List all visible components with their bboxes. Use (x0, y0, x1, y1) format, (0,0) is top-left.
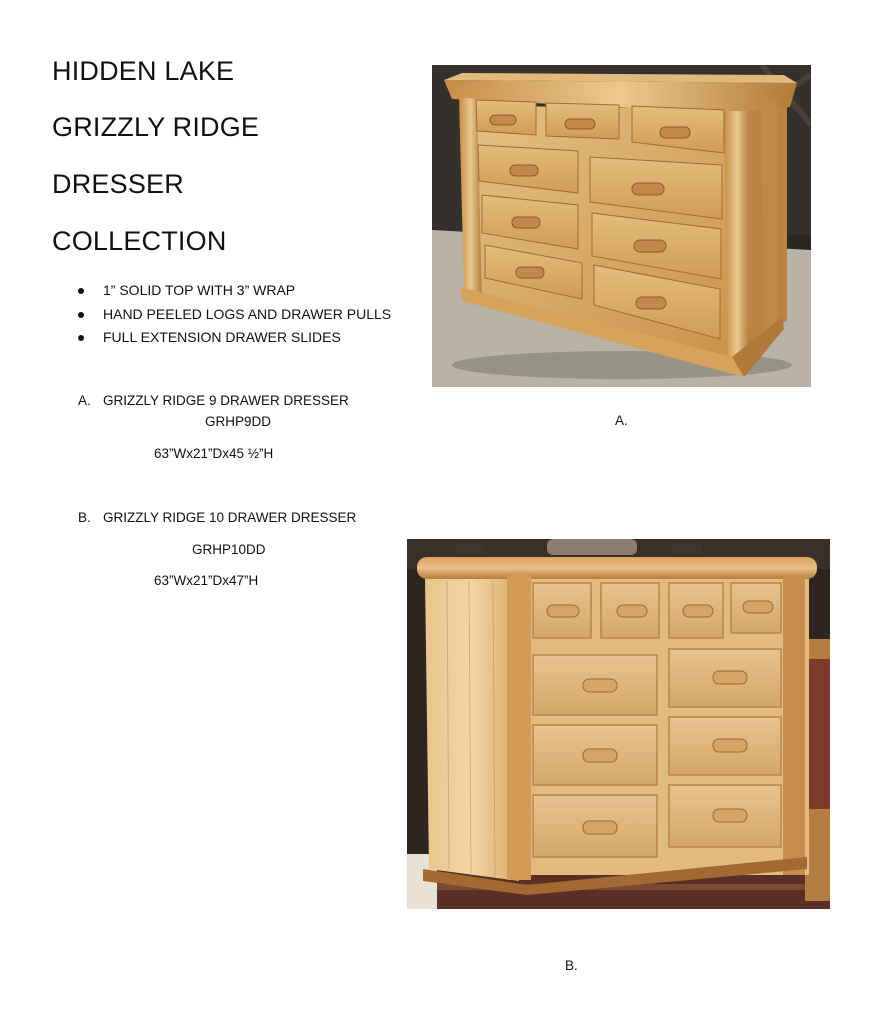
feature-item: FULL EXTENSION DRAWER SLIDES (78, 326, 391, 350)
item-a-dimensions: 63”Wx21”Dx45 ½”H (154, 446, 274, 461)
caption-a: A. (615, 413, 628, 428)
title-line-2: GRIZZLY RIDGE (52, 112, 260, 142)
item-a-name: GRIZZLY RIDGE 9 DRAWER DRESSER (103, 393, 349, 408)
title-line-3: DRESSER (52, 169, 184, 199)
feature-item: HAND PEELED LOGS AND DRAWER PULLS (78, 303, 391, 327)
title-line-1: HIDDEN LAKE (52, 56, 235, 86)
item-b-dimensions: 63”Wx21”Dx47”H (154, 573, 259, 588)
item-b-name: GRIZZLY RIDGE 10 DRAWER DRESSER (103, 510, 357, 525)
title-line-4: COLLECTION (52, 226, 227, 256)
feature-item: 1” SOLID TOP WITH 3” WRAP (78, 279, 391, 303)
caption-b: B. (565, 958, 578, 973)
dresser-b-photo (407, 539, 830, 909)
dresser-a-photo (432, 65, 811, 387)
item-b-letter: B. (78, 510, 91, 525)
item-b-sku: GRHP10DD (192, 542, 266, 557)
item-a-letter: A. (78, 393, 91, 408)
item-a-sku: GRHP9DD (205, 414, 272, 429)
feature-list (78, 279, 391, 350)
